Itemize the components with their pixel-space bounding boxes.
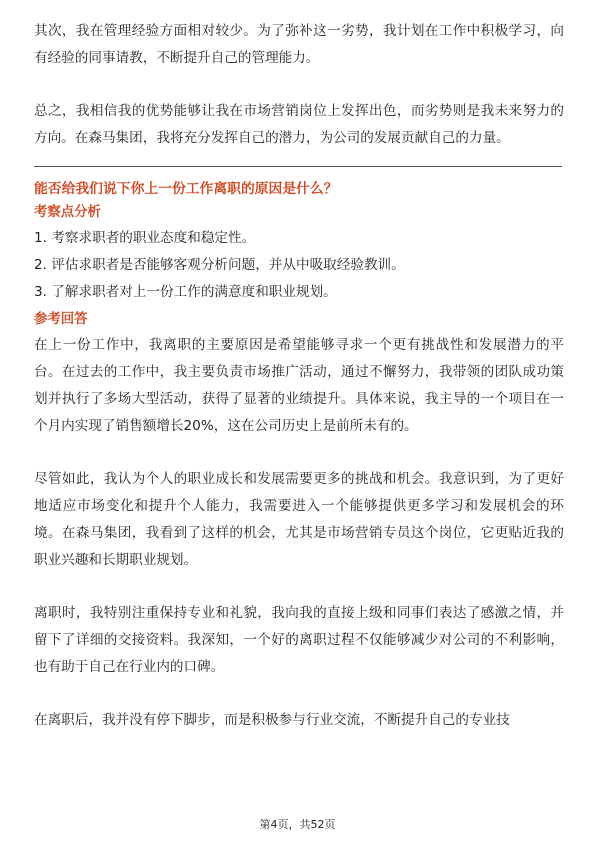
reference-heading: 参考回答 (34, 312, 88, 327)
analysis-point: 3. 了解求职者对上一份工作的满意度和职业规划。 (34, 284, 337, 300)
intro-paragraph: 总之，我相信我的优势能够让我在市场营销岗位上发挥出色，而劣势则是我未来努力的方向。在森马集团，我将充分发挥自己的潜力，为公司的发展贡献自己的力量。 (34, 103, 564, 146)
section-divider (34, 166, 562, 167)
analysis-point: 2. 评估求职者是否能够客观分析问题，并从中吸取经验教训。 (34, 257, 405, 273)
analysis-list (34, 225, 564, 306)
reference-paragraph: 在离职后，我并没有停下脚步，而是积极参与行业交流，不断提升自己的专业技 (34, 712, 510, 728)
intro-paragraph: 其次，我在管理经验方面相对较少。为了弥补这一劣势，我计划在工作中积极学习，向有经验的同事请教，不断提升自己的管理能力。 (34, 23, 564, 66)
reference-paragraph: 在上一份工作中，我离职的主要原因是希望能够寻求一个更有挑战性和发展潜力的平台。在过去的工作中，我主要负责市场推广活动，通过不懈努力，我带领的团队成功策划并执行了多场大型活动，获得了显著的业绩提升。具体来说，我主导的一个项目在一个月内实现了销售额增长20%，这在公司历史上是前所未有的。 (34, 337, 564, 434)
reference-paragraph: 离职时，我特别注重保持专业和礼貌，我向我的直接上级和同事们表达了感激之情，并留下了详细的交接资料。我深知，一个好的离职过程不仅能够减少对公司的不利影响，也有助于自己在行业内的口碑。 (34, 605, 564, 675)
analysis-point: 1. 考察求职者的职业态度和稳定性。 (34, 230, 256, 246)
page-footer: 第4页，共52页 (259, 818, 336, 831)
analysis-heading: 考察点分析 (34, 205, 101, 220)
question-title: 能否给我们说下你上一份工作离职的原因是什么？ (34, 181, 338, 197)
page-content (34, 18, 564, 734)
reference-paragraph: 尽管如此，我认为个人的职业成长和发展需要更多的挑战和机会。我意识到，为了更好地适应市场变化和提升个人能力，我需要进入一个能够提供更多学习和发展机会的环境。在森马集团，我看到了这样的机会，尤其是市场营销专员这个岗位，它更贴近我的职业兴趣和长期职业规划。 (34, 471, 564, 568)
